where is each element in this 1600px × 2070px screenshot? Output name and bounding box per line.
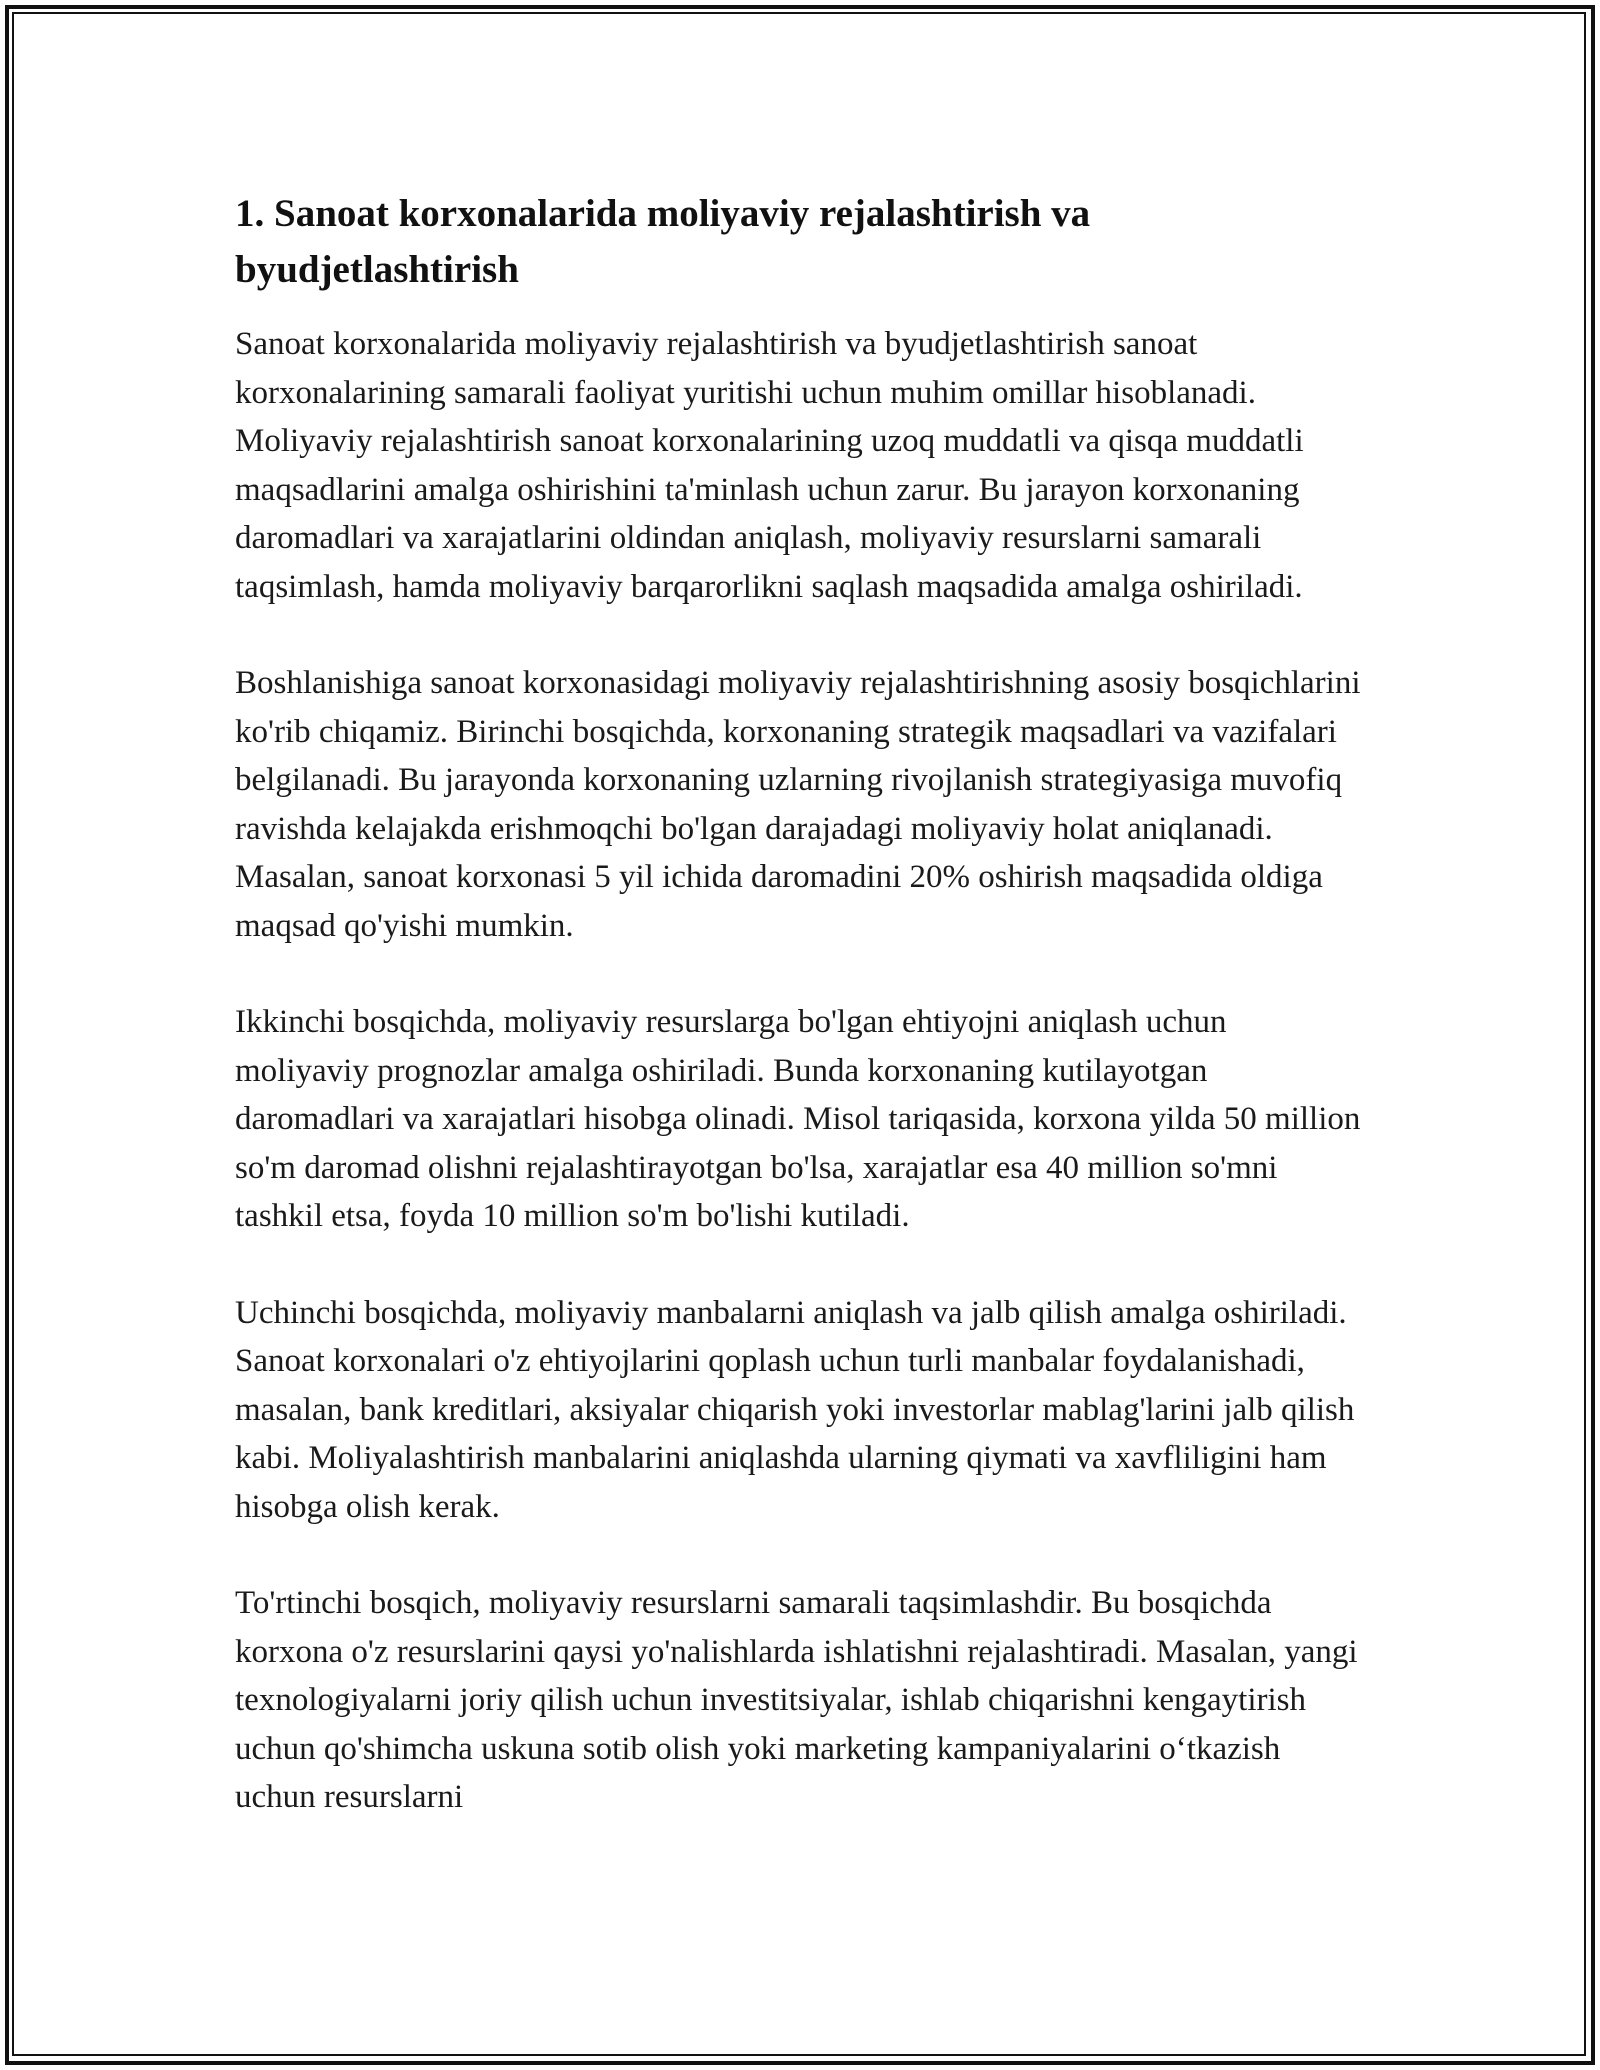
paragraph-3: Ikkinchi bosqichda, moliyaviy resurslarga bo'lgan ehtiyojni aniqlash uchun moliyaviy prognozlar amalga oshiriladi. Bunda korxonaning kutilayotgan daromadlari va xarajatlari hisobga olinadi. Misol tariqasida, korxona yilda 50 million so'm daromad olishni rejalashtirayotgan bo'lsa, xarajatlar esa 40 million so'mni tashkil etsa, foyda 10 million so'm bo'lishi kutiladi. xyxy=(235,1004,1361,1234)
paragraph-5: To'rtinchi bosqich, moliyaviy resurslarni samarali taqsimlashdir. Bu bosqichda korxona o'z resurslarini qaysi yo'nalishlarda ishlatishni rejalashtiradi. Masalan, yangi texnologiyalarni joriy qilish uchun investitsiyalar, ishlab chiqarishni kengaytirish uchun qo'shimcha uskuna sotib olish yoki marketing kampaniyalarini oʻtkazish uchun resurslarni xyxy=(235,1585,1358,1815)
section-title: 1. Sanoat korxonalarida moliyaviy rejalashtirish va byudjetlashtirish xyxy=(235,192,1091,291)
paragraph-1: Sanoat korxonalarida moliyaviy rejalashtirish va byudjetlashtirish sanoat korxonalarining samarali faoliyat yuritishi uchun muhim omillar hisoblanadi. Moliyaviy rejalashtirish sanoat korxonalarining uzoq muddatli va qisqa muddatli maqsadlarini amalga oshirishini ta'minlash uchun zarur. Bu jarayon korxonaning daromadlari va xarajatlarini oldindan aniqlash, moliyaviy resurslarni samarali taqsimlash, hamda moliyaviy barqarorlikni saqlash maqsadida amalga oshiriladi. xyxy=(235,326,1304,605)
document-body xyxy=(235,186,1365,1822)
paragraph-2: Boshlanishiga sanoat korxonasidagi moliyaviy rejalashtirishning asosiy bosqichlarini ko'rib chiqamiz. Birinchi bosqichda, korxonaning strategik maqsadlari va vazifalari belgilanadi. Bu jarayonda korxonaning uzlarning rivojlanish strategiyasiga muvofiq ravishda kelajakda erishmoqchi bo'lgan darajadagi moliyaviy holat aniqlanadi. Masalan, sanoat korxonasi 5 yil ichida daromadini 20% oshirish maqsadida oldiga maqsad qo'yishi mumkin. xyxy=(235,665,1361,944)
paragraph-4: Uchinchi bosqichda, moliyaviy manbalarni aniqlash va jalb qilish amalga oshiriladi. Sanoat korxonalari o'z ehtiyojlarini qoplash uchun turli manbalar foydalanishadi, masalan, bank kreditlari, aksiyalar chiqarish yoki investorlar mablag'larini jalb qilish kabi. Moliyalashtirish manbalarini aniqlashda ularning qiymati va xavfliligini ham hisobga olish kerak. xyxy=(235,1294,1355,1525)
